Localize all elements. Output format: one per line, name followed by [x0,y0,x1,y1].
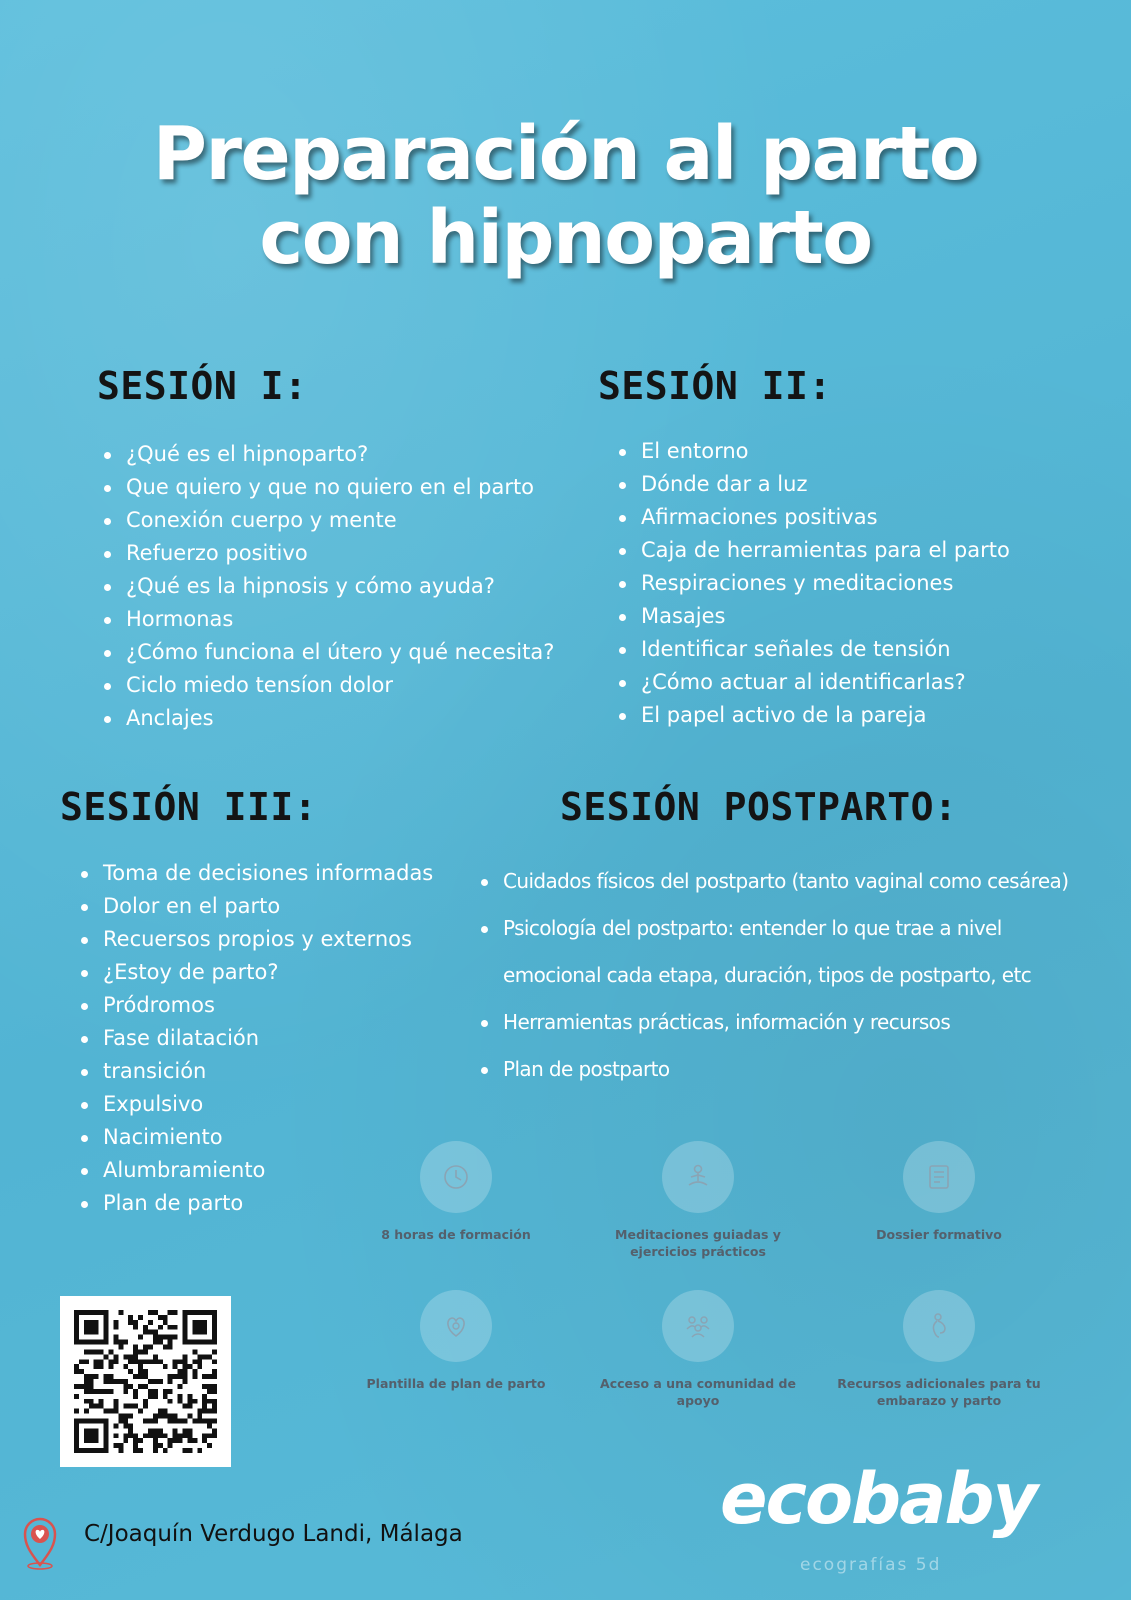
address-text: C/Joaquín Verdugo Landi, Málaga [84,1521,463,1547]
feature-label: Meditaciones guiadas y ejercicios prácticos [615,1227,781,1259]
logo-tagline: ecografías 5d [800,1555,942,1575]
list-item: Herramientas prácticas, información y recursos [479,999,1068,1046]
session-2-heading: SESIÓN II: [598,364,832,408]
list-item: Afirmaciones positivas [617,501,1010,534]
list-item: El papel activo de la pareja [617,699,1010,732]
title-line-1: Preparación al parto [152,111,979,197]
session-postparto-heading: SESIÓN POSTPARTO: [560,785,958,829]
list-item: Recuersos propios y externos [79,923,433,956]
list-item: Plan de parto [79,1187,433,1220]
feature-training-hours [346,1141,566,1243]
clock-icon [420,1141,492,1213]
list-item: Dolor en el parto [79,890,433,923]
pregnancy-icon [903,1290,975,1362]
list-item: Anclajes [102,702,554,735]
session-1-list [102,438,554,735]
list-item: Refuerzo positivo [102,537,554,570]
list-item: Respiraciones y meditaciones [617,567,1010,600]
list-item: Identificar señales de tensión [617,633,1010,666]
session-2-list [617,435,1010,732]
session-3-heading: SESIÓN III: [60,785,318,829]
feature-dossier [829,1141,1049,1243]
feature-label: Recursos adicionales para tu embarazo y parto [837,1376,1041,1408]
feature-label: Plantilla de plan de parto [366,1376,546,1391]
session-1-heading: SESIÓN I: [97,364,308,408]
list-item: ¿Cómo funciona el útero y qué necesita? [102,636,554,669]
list-item: Toma de decisiones informadas [79,857,433,890]
list-item: ¿Qué es el hipnoparto? [102,438,554,471]
list-item: ¿Qué es la hipnosis y cómo ayuda? [102,570,554,603]
birth-plan-icon [420,1290,492,1362]
meditation-icon [662,1141,734,1213]
feature-extra-resources [829,1290,1049,1409]
list-item: Expulsivo [79,1088,433,1121]
page-title [0,112,1131,280]
session-postparto-list [479,858,1068,1093]
list-item: Ciclo miedo tensíon dolor [102,669,554,702]
feature-label: Acceso a una comunidad de apoyo [600,1376,796,1408]
list-item: ¿Estoy de parto? [79,956,433,989]
title-line-2: con hipnoparto [259,195,872,281]
list-item: Masajes [617,600,1010,633]
list-item: Que quiero y que no quiero en el parto [102,471,554,504]
feature-label: 8 horas de formación [381,1227,531,1242]
list-item: Alumbramiento [79,1154,433,1187]
ecobaby-logo: ecobaby [720,1458,1037,1540]
location-pin-icon [19,1513,61,1575]
document-icon [903,1141,975,1213]
list-item: El entorno [617,435,1010,468]
list-item: ¿Cómo actuar al identificarlas? [617,666,1010,699]
feature-birth-plan [346,1290,566,1392]
community-icon [662,1290,734,1362]
list-item-continuation: emocional cada etapa, duración, tipos de postparto, etc [503,963,1032,987]
list-item: Nacimiento [79,1121,433,1154]
list-item: Dónde dar a luz [617,468,1010,501]
feature-label: Dossier formativo [876,1227,1002,1242]
list-item: Fase dilatación [79,1022,433,1055]
feature-community [588,1290,808,1409]
list-item: Pródromos [79,989,433,1022]
list-item: Plan de postparto [479,1046,1068,1093]
list-item: Hormonas [102,603,554,636]
list-item: Conexión cuerpo y mente [102,504,554,537]
list-item: Cuidados físicos del postparto (tanto vaginal como cesárea) [479,858,1068,905]
feature-meditations [588,1141,808,1260]
qr-code[interactable] [60,1296,231,1467]
list-item: Caja de herramientas para el parto [617,534,1010,567]
list-item: Psicología del postparto: entender lo que trae a nivel [479,905,1068,952]
list-item: transición [79,1055,433,1088]
